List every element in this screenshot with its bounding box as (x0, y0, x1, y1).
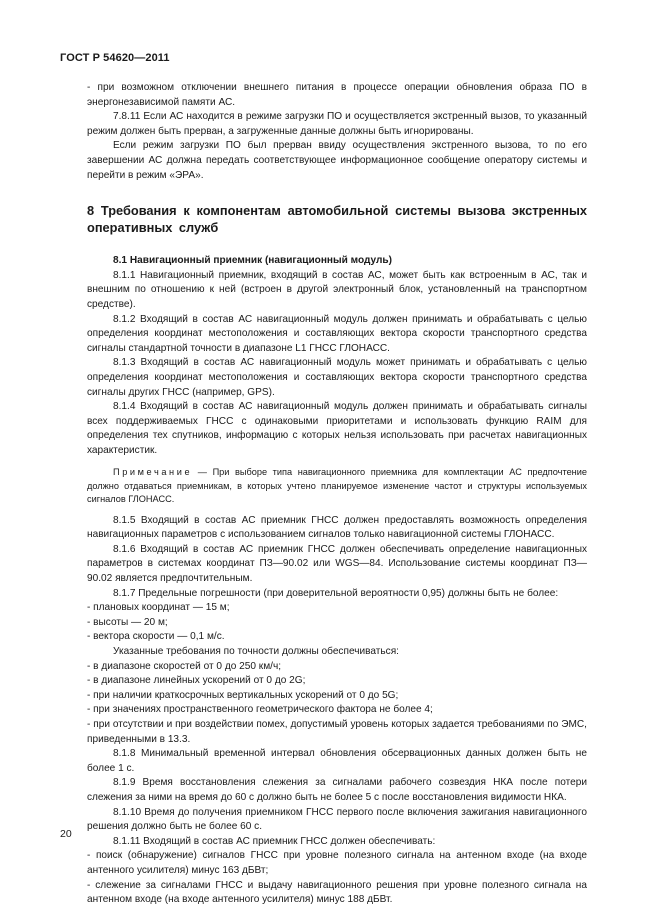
paragraph: 8.1.8 Минимальный временной интервал обновления обсервационных данных должен быть не более 1 с. (87, 748, 587, 774)
paragraph: 7.8.11 Если АС находится в режиме загрузки ПО и осуществляется экстренный вызов, то указанный режим должен быть прерван, а загруженные данные должны быть игнорированы. (87, 111, 587, 137)
section-heading: 8 Требования к компонентам автомобильной системы вызова экстренных оперативных служб (87, 203, 587, 235)
list-item: - при отсутствии и при воздействии помех, допустимый уровень которых задается требованиями по ЭМС, приведенными в 13.3. (87, 719, 587, 745)
paragraph: 8.1.10 Время до получения приемником ГНСС первого после включения зажигания навигационного решения должно быть не более 60 с. (87, 806, 587, 833)
list-item: - поиск (обнаружение) сигналов ГНСС при уровне полезного сигнала на антенном входе (на входе антенного усилителя) минус 163 дБВт; (87, 850, 587, 876)
paragraph: 8.1.11 Входящий в состав АС приемник ГНСС должен обеспечивать: (113, 835, 436, 847)
paragraph: Указанные требования по точности должны обеспечиваться: (113, 646, 399, 658)
list-item: - вектора скорости — 0,1 м/с. (87, 631, 225, 643)
page-content (87, 81, 587, 908)
paragraph: 8.1.7 Предельные погрешности (при доверительной вероятности 0,95) должны быть не более: (113, 587, 559, 599)
document-header: ГОСТ Р 54620—2011 (60, 52, 170, 64)
paragraph: 8.1.2 Входящий в состав АС навигационный модуль должен принимать и обрабатывать с целью определения координат местоположения и составляющих вектора скорости транспортного средства сигналы стандартной точности в диапазоне L1 ГНСС ГЛОНАСС. (87, 313, 587, 354)
paragraph: 8.1.9 Время восстановления слежения за сигналами рабочего созвездия НКА после потери слежения за ними на время до 60 с должно быть не более 5 с после восстановления видимости НКА. (87, 777, 587, 803)
paragraph: - при возможном отключении внешнего питания в процессе операции обновления образа ПО в энергонезависимой памяти АС. (87, 82, 587, 108)
list-item: - плановых координат — 15 м; (87, 602, 230, 614)
note (87, 466, 587, 506)
subsection-heading: 8.1 Навигационный приемник (навигационный модуль) (113, 255, 392, 267)
paragraph: 8.1.4 Входящий в состав АС навигационный модуль должен принимать и обрабатывать сигналы всех поддерживаемых ГНСС с одинаковыми приоритетами и использовать функцию RAIM для определения тех спутников, информацию с которых нельзя использовать при расчетах навигационных характеристик. (87, 401, 587, 456)
paragraph: 8.1.3 Входящий в состав АС навигационный модуль может принимать и обрабатывать с целью определения координат местоположения и составляющих вектора скорости транспортного средства сигналы других ГНСС (например, GPS). (87, 357, 587, 398)
list-item: - в диапазоне линейных ускорений от 0 до 2G; (87, 675, 306, 687)
list-item: - высоты — 20 м; (87, 616, 168, 628)
list-item: - при значениях пространственного геометрического фактора не более 4; (87, 704, 433, 716)
note-label: Примечание (113, 467, 193, 478)
paragraph: 8.1.6 Входящий в состав АС приемник ГНСС должен обеспечивать определение навигационных параметров в системах координат ПЗ—90.02 или WGS—84. Использование системы координат ПЗ—90.02 является предпочтительным. (87, 543, 587, 585)
list-item: - при наличии краткосрочных вертикальных ускорений от 0 до 5G; (87, 689, 399, 701)
list-item: - слежение за сигналами ГНСС и выдачу навигационного решения при уровне полезного сигнала на антенном входе (на входе антенного усилителя) минус 188 дБВт. (87, 879, 587, 906)
paragraph: Если режим загрузки ПО был прерван ввиду осуществления экстренного вызова, то по его завершении АС должна передать соответствующее информационное сообщение оператору системы и перейти в режим «ЭРА». (87, 140, 587, 181)
note-text: — При выборе типа навигационного приемника для комплектации АС предпочтение должно отдаваться приемникам, в которых учтено планируемое изменение частот и структуры используемых сигналов ГЛОНАСС. (87, 467, 587, 505)
page-number: 20 (60, 828, 72, 840)
paragraph: 8.1.5 Входящий в состав АС приемник ГНСС должен предоставлять возможность определения навигационных параметров с использованием сигналов только навигационной системы ГЛОНАСС. (87, 514, 587, 541)
list-item: - в диапазоне скоростей от 0 до 250 км/ч; (87, 660, 282, 672)
paragraph: 8.1.1 Навигационный приемник, входящий в состав АС, может быть как встроенным в АС, так и внешним по отношению к ней (встроен в другой электронный блок, установленный на транспортном средстве). (87, 269, 587, 310)
